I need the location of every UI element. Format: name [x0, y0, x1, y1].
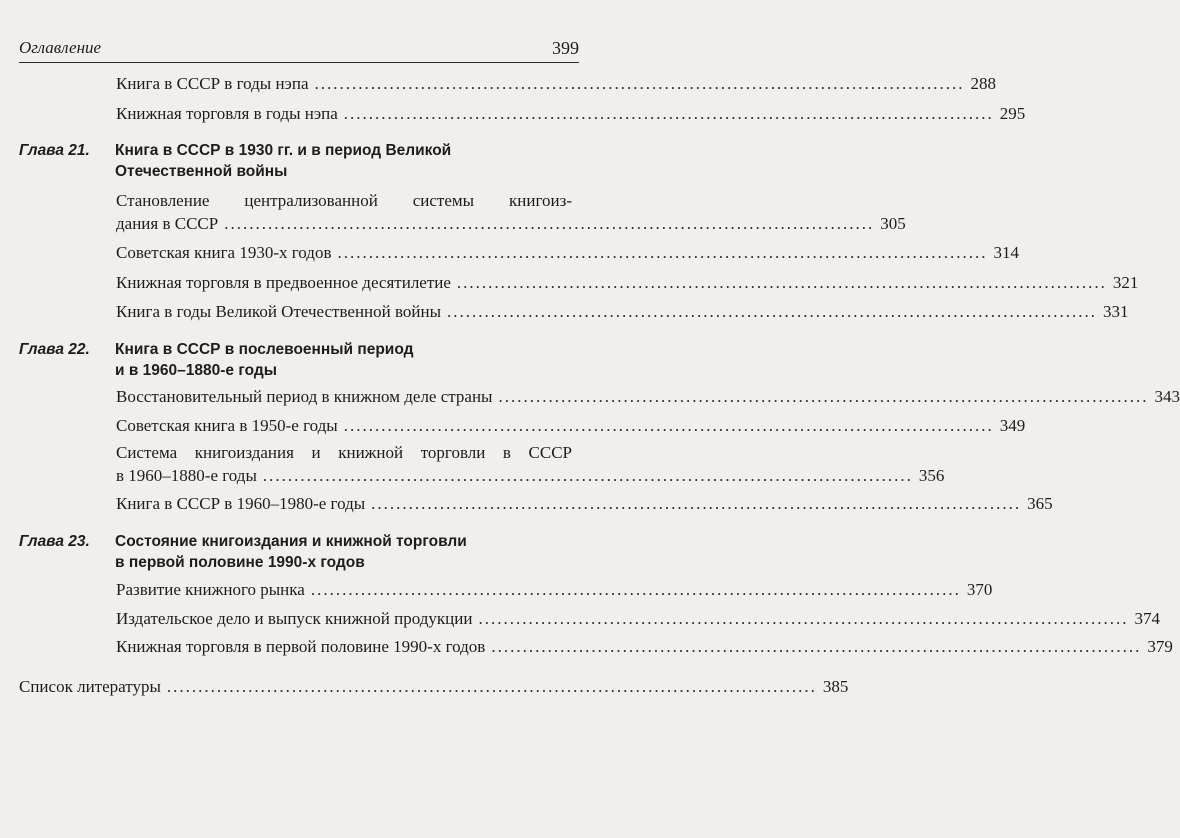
toc-entry [116, 580, 993, 600]
toc-entry-page: 379 [1147, 637, 1173, 656]
toc-entry-page: 321 [1112, 273, 1139, 292]
toc-entry [116, 609, 1160, 629]
leader-dots: ........................................................................................................ [498, 387, 1149, 406]
chapter-label: Глава 22. [19, 341, 90, 358]
toc-entry [116, 273, 1139, 293]
toc-entry-page: 295 [999, 104, 1026, 123]
running-header [19, 38, 579, 63]
toc-entry-title: Развитие книжного рынка [116, 580, 305, 599]
toc-entry-title: Книга в годы Великой Отечественной войны [116, 302, 442, 321]
chapter-label: Глава 21. [19, 142, 90, 159]
leader-dots: ........................................................................................................ [456, 273, 1107, 292]
chapter-label: Глава 23. [19, 533, 90, 550]
leader-dots: ........................................................................................................ [343, 104, 994, 123]
toc-entry [116, 74, 996, 94]
leader-dots: ........................................................................................................ [166, 677, 817, 696]
leader-dots: ........................................................................................................ [310, 580, 961, 599]
leader-dots: ........................................................................................................ [337, 243, 988, 262]
toc-entry [116, 494, 1053, 514]
toc-entry-title: Книга в СССР в 1960–1980-е годы [116, 494, 366, 513]
leader-dots: ........................................................................................................ [343, 416, 994, 435]
leader-dots: ........................................................................................................ [478, 609, 1129, 628]
toc-entry [116, 104, 1026, 124]
leader-dots: ........................................................................................................ [447, 302, 1098, 321]
toc-entry-page: 305 [880, 214, 906, 233]
toc-entry-title-line: Система книгоиздания и книжной торговли в СССР [116, 443, 572, 462]
chapter-title-line: Отечественной войны [115, 163, 288, 180]
leader-dots: ........................................................................................................ [314, 74, 965, 93]
chapter-title-line: Книга в СССР в 1930 гг. и в период Великой [115, 142, 452, 159]
toc-entry-title: Советская книга в 1950-е годы [116, 416, 338, 435]
leader-dots: ........................................................................................................ [262, 466, 913, 485]
toc-entry-page: 356 [918, 466, 945, 485]
toc-entry-page: 370 [966, 580, 993, 599]
toc-entry [116, 387, 1180, 407]
chapter-title-line: Состояние книгоиздания и книжной торговли [115, 533, 467, 550]
toc-entry [116, 637, 1173, 657]
leader-dots: ........................................................................................................ [224, 214, 875, 233]
header-title: Оглавление [19, 38, 102, 57]
page-number: 399 [552, 38, 579, 58]
leader-dots: ........................................................................................................ [491, 637, 1142, 656]
toc-entry-title: Книжная торговля в предвоенное десятилетие [116, 273, 451, 292]
toc-entry-page: 314 [993, 243, 1019, 262]
toc-entry-title: Советская книга 1930-х годов [116, 243, 332, 262]
toc-entry [116, 443, 945, 486]
leader-dots: ........................................................................................................ [371, 494, 1022, 513]
toc-entry-title: Книжная торговля в годы нэпа [116, 104, 338, 123]
toc-entry-title-line: Становление централизованной системы книгоиз- [116, 191, 572, 210]
toc-entry-page: 374 [1134, 609, 1160, 628]
chapter-title-line: Книга в СССР в послевоенный период [115, 341, 414, 358]
toc-entry [116, 302, 1129, 322]
toc-entry [116, 191, 906, 234]
toc-entry-page: 288 [970, 74, 996, 93]
toc-entry [116, 243, 1019, 263]
chapter-title-line: в первой половине 1990-х годов [115, 554, 365, 571]
toc-entry-bibliography [19, 677, 849, 697]
toc-entry-title: в 1960–1880-е годы [116, 466, 257, 485]
toc-entry-page: 349 [999, 416, 1026, 435]
toc-entry-title: Книга в СССР в годы нэпа [116, 74, 309, 93]
toc-entry-title: Издательское дело и выпуск книжной продукции [116, 609, 473, 628]
toc-entry-page: 365 [1027, 494, 1053, 513]
chapter-title-line: и в 1960–1880-е годы [115, 362, 277, 379]
toc-entry-title: Восстановительный период в книжном деле страны [116, 387, 493, 406]
toc-entry-page: 385 [822, 677, 849, 696]
toc-entry-page: 331 [1103, 302, 1129, 321]
toc-entry [116, 416, 1026, 436]
toc-entry-title: дания в СССР [116, 214, 219, 233]
toc-entry-title: Список литературы [19, 677, 161, 696]
toc-entry-title: Книжная торговля в первой половине 1990-х годов [116, 637, 486, 656]
toc-entry-page: 343 [1154, 387, 1180, 406]
